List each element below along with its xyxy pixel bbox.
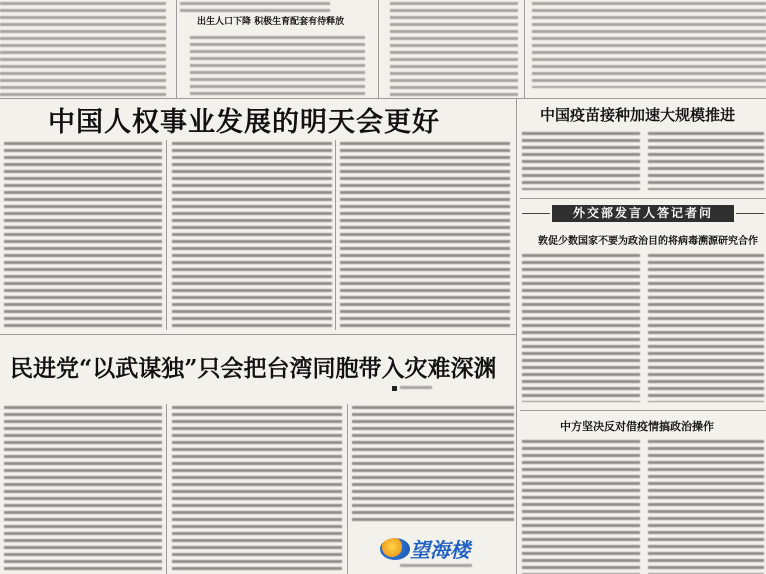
column-rule [347,404,348,574]
anti-epidemic-headline: 中方坚决反对借疫情搞政治操作 [560,420,714,433]
top-left2-text-block [180,0,330,12]
author-mark [392,386,397,391]
human-rights-col-3 [340,140,510,328]
foreign-ministry-col-2 [648,252,764,402]
top-far-right-text-block [532,0,766,88]
column-rule [166,404,167,574]
anti-epidemic-col-1 [522,438,640,574]
foreign-ministry-banner: 外交部发言人答记者问 [552,205,734,222]
section-divider [520,410,766,411]
dpp-headline: 民进党“以武谋独”只会把台湾同胞带入灾难深渊 [10,355,497,382]
column-rule [378,0,379,98]
top-center-subhead: 出生人口下降 积极生育配套有待释放 [197,17,345,27]
section-divider [520,198,766,199]
column-rule [176,0,177,98]
vaccine-col-1 [522,130,640,190]
top-right-text-block [390,0,518,98]
banner-line-left [522,213,550,214]
column-editor-line [400,562,472,571]
anti-epidemic-col-2 [648,438,764,574]
column-rule [166,140,167,330]
banner-line-right [736,213,764,214]
column-rule [335,140,336,330]
wanghailou-logo-text: 望海楼 [410,538,470,562]
dpp-col-2 [172,404,342,574]
foreign-ministry-headline: 敦促少数国家不要为政治目的将病毒溯源研究合作 [538,236,758,247]
top-left-text-block [0,0,166,98]
top-center-text-block [190,34,365,96]
human-rights-headline: 中国人权事业发展的明天会更好 [48,107,440,138]
wanghailou-globe-icon [380,538,410,560]
vaccine-col-2 [648,130,764,190]
author-line [400,384,432,393]
section-divider [0,334,516,335]
section-divider [0,98,766,99]
column-rule [524,0,525,98]
foreign-ministry-col-1 [522,252,640,402]
sidebar-rule [516,98,517,574]
dpp-col-3 [352,404,514,522]
dpp-col-1 [4,404,162,574]
human-rights-col-1 [4,140,162,328]
vaccine-headline: 中国疫苗接种加速大规模推进 [540,106,736,124]
human-rights-col-2 [172,140,332,328]
